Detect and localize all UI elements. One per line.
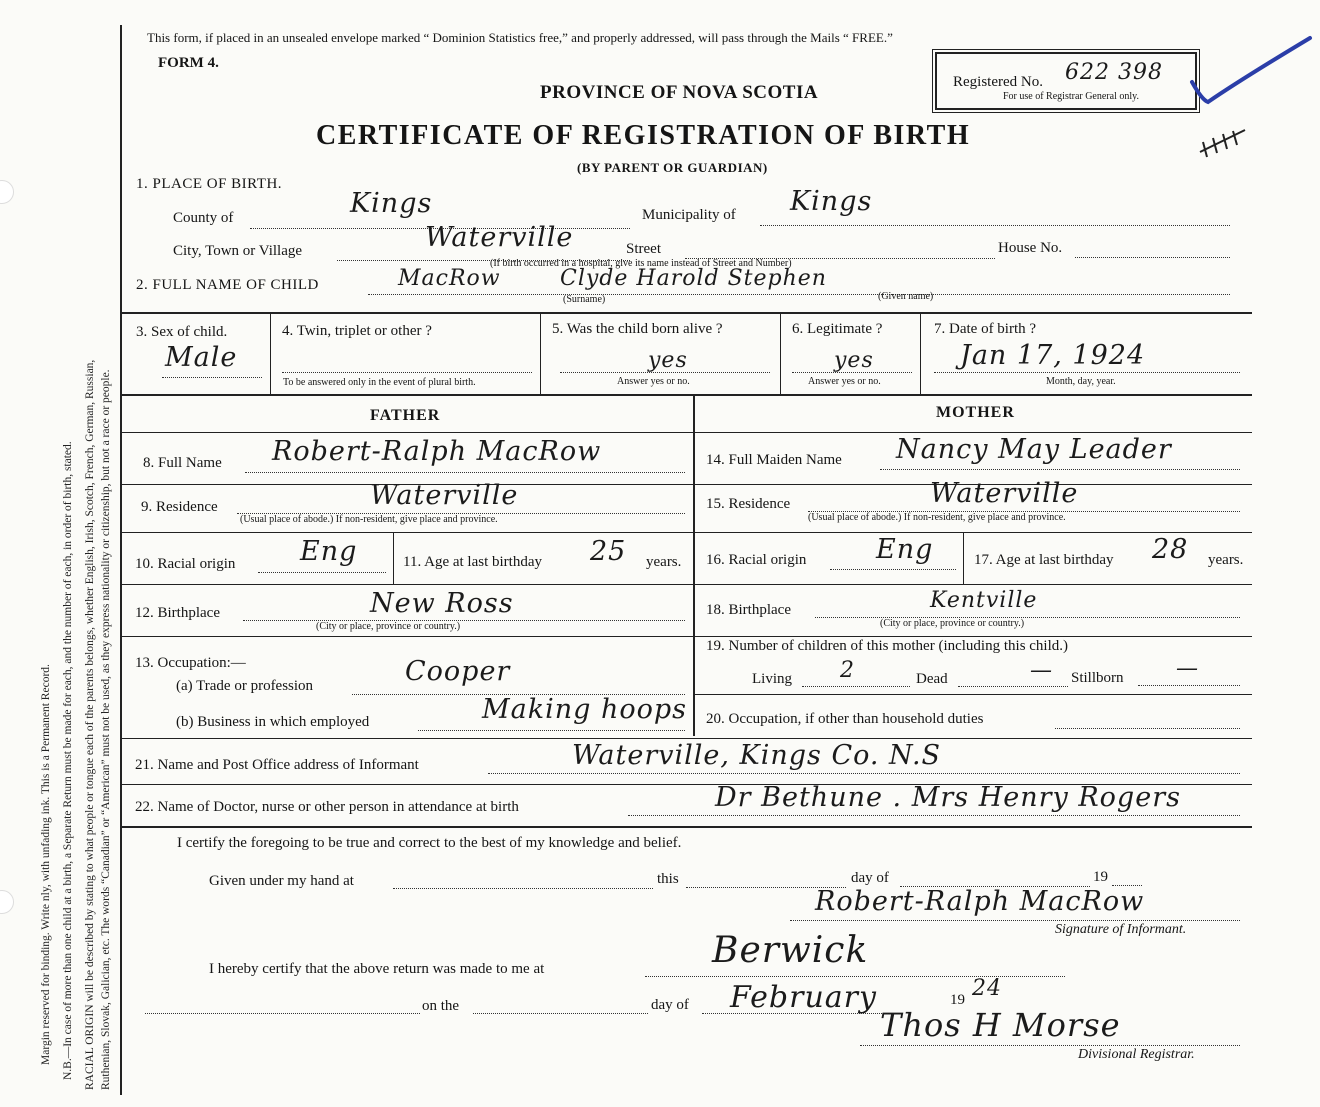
on-the-label: on the <box>422 998 460 1014</box>
year-prefix: 19 <box>1093 869 1108 885</box>
stamp-mark-icon <box>1195 122 1250 162</box>
certificate-subtitle: (BY PARENT OR GUARDIAN) <box>577 160 768 175</box>
mother-racial-label: 16. Racial origin <box>706 552 807 568</box>
row3-bottom-rule <box>122 394 1252 396</box>
father-occupation-label: 13. Occupation:— <box>135 655 246 671</box>
father-birthplace-line <box>243 620 685 621</box>
twin-line <box>282 372 532 373</box>
divider-10-11 <box>393 532 394 584</box>
father-business-label: (b) Business in which employed <box>176 714 370 730</box>
column-divider <box>693 396 695 736</box>
year-value: 24 <box>972 976 1002 1001</box>
dead-line <box>958 686 1068 687</box>
father-racial-line <box>258 572 386 573</box>
informant-label: 21. Name and Post Office address of Informant <box>135 757 419 773</box>
registration-box <box>935 52 1197 110</box>
doctor-value: Dr Bethune . Mrs Henry Rogers <box>715 782 1181 813</box>
sex-value: Male <box>165 342 238 373</box>
father-name-label: 8. Full Name <box>143 455 222 471</box>
legitimate-label: 6. Legitimate ? <box>792 321 883 337</box>
father-age-value: 25 <box>590 536 627 567</box>
form-number: FORM 4. <box>158 55 219 71</box>
doctor-line <box>628 815 1240 816</box>
informant-signature-caption: Signature of Informant. <box>1055 922 1187 937</box>
day-of-label: day of <box>851 870 889 886</box>
check-mark-icon <box>1180 30 1315 115</box>
born-alive-value: yes <box>648 348 688 373</box>
given-name-caption: (Given name) <box>878 291 934 302</box>
informant-signature-line <box>790 920 1240 921</box>
mother-heading: MOTHER <box>936 404 1015 421</box>
house-number-line <box>1075 257 1230 258</box>
father-residence-note: (Usual place of abode.) If non-resident, give place and province. <box>240 514 498 525</box>
father-age-label: 11. Age at last birthday <box>403 554 542 570</box>
sex-label: 3. Sex of child. <box>136 324 228 340</box>
divider-4-5 <box>540 312 541 394</box>
living-value: 2 <box>840 658 855 683</box>
father-residence-value: Waterville <box>370 480 519 511</box>
twin-label: 4. Twin, triplet or other ? <box>282 323 432 339</box>
mother-birthplace-note: (City or place, province or country.) <box>880 618 1025 629</box>
registered-label: Registered No. <box>953 74 1043 90</box>
registrar-signature: Thos H Morse <box>880 1006 1121 1044</box>
father-birthplace-value: New Ross <box>370 588 514 619</box>
place-of-birth-heading: 1. PLACE OF BIRTH. <box>136 176 283 192</box>
father-residence-label: 9. Residence <box>141 499 218 515</box>
registrar-place-value: Berwick <box>712 930 869 971</box>
doctor-label: 22. Name of Doctor, nurse or other person in attendance at birth <box>135 799 519 815</box>
father-business-value: Making hoops <box>482 694 688 725</box>
row-rule-c <box>122 532 1252 533</box>
municipality-line <box>760 225 1230 226</box>
date-of-birth-note: Month, day, year. <box>1046 376 1116 387</box>
father-name-value: Robert-Ralph MacRow <box>272 436 602 467</box>
mother-racial-value: Eng <box>876 534 934 565</box>
mother-age-label: 17. Age at last birthday <box>974 552 1114 568</box>
certificate-title: CERTIFICATE OF REGISTRATION OF BIRTH <box>316 120 971 151</box>
father-trade-value: Cooper <box>405 656 511 687</box>
margin-note-racial-origin-1: RACIAL ORIGIN will be described by stating to what people or tongue each of the parents belongs, whether English, Irish, Scotch, French, German, Russian, <box>84 359 96 1090</box>
stillborn-line <box>1138 685 1240 686</box>
city-label: City, Town or Village <box>173 243 303 259</box>
father-trade-label: (a) Trade or profession <box>176 678 314 694</box>
registered-number: 622 398 <box>1065 60 1163 85</box>
father-birthplace-label: 12. Birthplace <box>135 605 220 621</box>
margin-note-multiple-births: N.B.—In case of more than one child at a birth, a Separate Return must be made for each, and the number of each, in order of birth, stated. <box>62 441 74 1080</box>
divider-16-17 <box>963 532 964 584</box>
sex-line <box>162 377 262 378</box>
registrar-place-line <box>645 976 1065 977</box>
child-given-name-value: Clyde Harold Stephen <box>560 266 827 291</box>
row-rule-f <box>695 694 1252 695</box>
twin-note: To be answered only in the event of plural birth. <box>283 377 476 388</box>
date-of-birth-label: 7. Date of birth ? <box>934 321 1037 337</box>
given-under-hand-label: Given under my hand at <box>209 873 354 889</box>
father-racial-label: 10. Racial origin <box>135 556 236 572</box>
informant-value: Waterville, Kings Co. N.S <box>572 740 942 771</box>
child-name-label: 2. FULL NAME OF CHILD <box>136 277 319 293</box>
given-at-line <box>393 888 653 889</box>
row-rule-i <box>122 826 1252 828</box>
mother-residence-value: Waterville <box>930 478 1079 509</box>
house-number-label: House No. <box>998 240 1063 256</box>
on-the-line <box>473 1013 648 1014</box>
divider-6-7 <box>920 312 921 394</box>
divider-3-4 <box>270 312 271 394</box>
mother-racial-line <box>830 569 956 570</box>
children-count-label: 19. Number of children of this mother (including this child.) <box>706 638 1069 654</box>
mother-residence-note: (Usual place of abode.) If non-resident, give place and province. <box>808 512 1066 523</box>
row-rule-b <box>122 484 1252 485</box>
registrar-caption: Divisional Registrar. <box>1078 1047 1195 1062</box>
hospital-note: (If birth occurred in a hospital, give its name instead of Street and Number) <box>490 258 792 269</box>
punch-hole-top <box>0 180 14 204</box>
surname-caption: (Surname) <box>563 294 606 305</box>
father-heading: FATHER <box>370 407 441 424</box>
dead-value: — <box>1030 658 1053 683</box>
born-alive-note: Answer yes or no. <box>617 376 690 387</box>
father-business-line <box>418 730 685 731</box>
month-value: February <box>730 980 877 1015</box>
father-name-line <box>245 472 685 473</box>
province-heading: PROVINCE OF NOVA SCOTIA <box>540 82 819 103</box>
row3-top-rule <box>122 312 1252 314</box>
mother-birthplace-label: 18. Birthplace <box>706 602 791 618</box>
year-prefix-registrar: 19 <box>950 992 965 1008</box>
this-label: this <box>657 871 679 887</box>
stillborn-value: — <box>1176 656 1199 681</box>
county-value: Kings <box>350 188 433 219</box>
day-of-label-registrar: day of <box>651 997 689 1013</box>
municipality-value: Kings <box>790 186 873 217</box>
father-age-unit: years. <box>646 554 682 570</box>
mother-age-value: 28 <box>1152 534 1189 565</box>
stillborn-label: Stillborn <box>1071 670 1124 686</box>
on-the-prefix-line <box>145 1013 420 1014</box>
binding-rule <box>120 25 122 1095</box>
date-of-birth-value: Jan 17, 1924 <box>960 340 1146 371</box>
punch-hole-bottom <box>0 890 14 914</box>
registrar-use-note: For use of Registrar General only. <box>1003 91 1139 102</box>
certification-statement: I certify the foregoing to be true and correct to the best of my knowledge and belief. <box>177 835 682 851</box>
divider-5-6 <box>780 312 781 394</box>
date-of-birth-line <box>934 372 1240 373</box>
mother-name-value: Nancy May Leader <box>896 434 1172 465</box>
mother-birthplace-line <box>815 617 1240 618</box>
street-label: Street <box>626 241 661 257</box>
mother-occupation-line <box>1055 728 1240 729</box>
father-birthplace-note: (City or place, province or country.) <box>316 621 461 632</box>
mail-notice: This form, if placed in an unsealed envelope marked “ Dominion Statistics free,” and properly addressed, will pass through the Mails “ FREE.” <box>147 30 893 45</box>
dead-label: Dead <box>916 671 948 687</box>
registrar-signature-line <box>860 1045 1240 1046</box>
row-rule-a <box>122 432 1252 433</box>
legitimate-note: Answer yes or no. <box>808 376 881 387</box>
registrar-statement: I hereby certify that the above return was made to me at <box>209 961 545 977</box>
mother-name-label: 14. Full Maiden Name <box>706 452 842 468</box>
living-line <box>802 686 910 687</box>
mother-name-line <box>880 469 1240 470</box>
row-rule-d <box>122 584 1252 585</box>
margin-note-binding: Margin reserved for binding. Write nly, with unfading ink. This is a Permanent Record. <box>40 664 52 1065</box>
county-label: County of <box>173 210 234 226</box>
born-alive-line <box>560 372 770 373</box>
child-name-line <box>368 294 1230 295</box>
legitimate-value: yes <box>834 348 874 373</box>
mother-occupation-label: 20. Occupation, if other than household duties <box>706 711 984 727</box>
mother-residence-label: 15. Residence <box>706 496 791 512</box>
child-surname-value: MacRow <box>398 266 501 291</box>
informant-signature: Robert-Ralph MacRow <box>815 886 1145 917</box>
father-racial-value: Eng <box>300 536 358 567</box>
mother-age-unit: years. <box>1208 552 1244 568</box>
born-alive-label: 5. Was the child born alive ? <box>552 321 723 337</box>
informant-line <box>488 773 1240 774</box>
margin-note-racial-origin-2: Ruthenian, Slovak, Galician, etc. The words “Canadian” or “American” must not be used, as they express nationality or citizenship, but not a race or people. <box>100 369 112 1090</box>
mother-birthplace-value: Kentville <box>930 588 1038 613</box>
row-rule-g <box>122 738 1252 739</box>
municipality-label: Municipality of <box>642 207 736 223</box>
row-rule-e <box>122 636 1252 637</box>
city-value: Waterville <box>425 222 574 253</box>
living-label: Living <box>752 671 792 687</box>
legitimate-line <box>792 372 912 373</box>
